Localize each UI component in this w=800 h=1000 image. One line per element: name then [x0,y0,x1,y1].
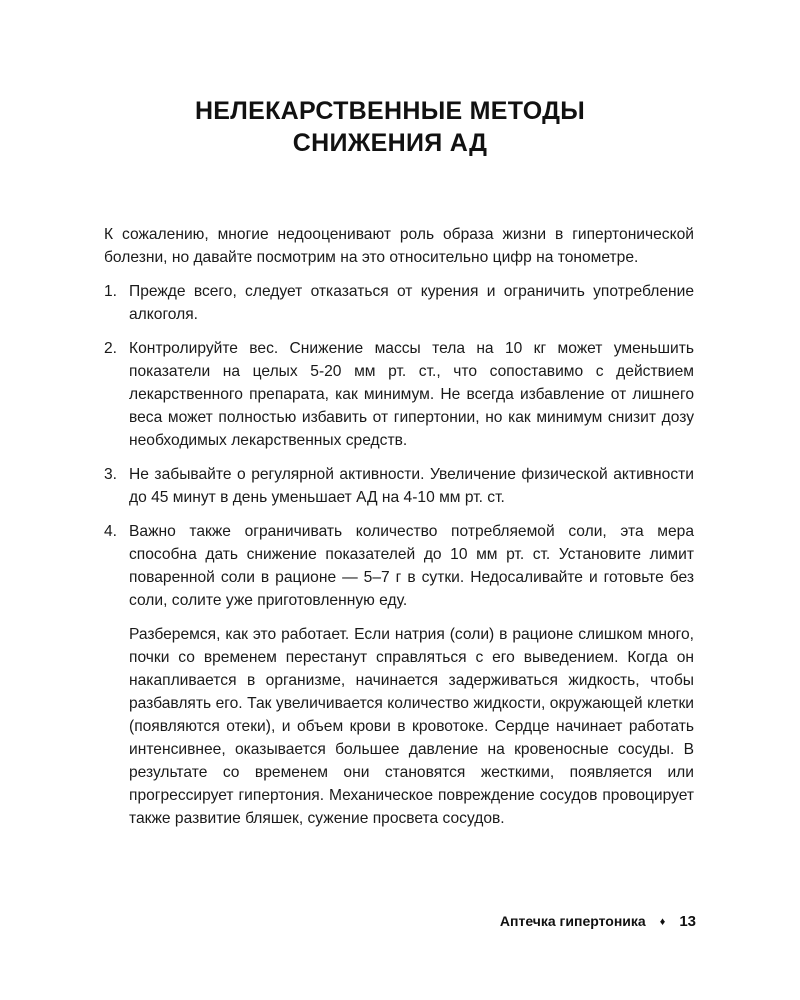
running-footer [500,913,696,930]
page-number: 13 [679,913,696,930]
list-item-number: 3. [104,466,118,483]
list-item [104,463,694,509]
chapter-title-line-2: СНИЖЕНИЯ АД [292,129,488,157]
body-text [104,223,694,830]
chapter-title-line-1: НЕЛЕКАРСТВЕННЫЕ МЕТОДЫ [194,97,586,125]
list-item-text: Прежде всего, следует отказаться от курения и ограничить употребление алкоголя. [129,283,694,323]
list-item [104,280,694,326]
chapter-title [0,95,780,159]
list-item-text: Важно также ограничивать количество потребляемой соли, эта мера способна дать снижение показателей до 10 мм рт. ст. Установите лимит поваренной соли в рационе — 5–7 г в сутки. Недосаливайте и готовьте без соли, солите уже приготовленную еду. [129,523,694,609]
list-item-number: 2. [104,340,118,357]
diamond-separator-icon: ♦ [659,916,666,928]
list-item [104,520,694,612]
list-item-number: 4. [104,523,118,540]
explanation-paragraph: Разберемся, как это работает. Если натрия (соли) в рационе слишком много, почки со временем перестанут справляться с его выведением. Когда он накапливается в организме, начинается задерживаться жидкость, чтобы разбавлять его. Так увеличивается количество жидкости, окружающей клетки (появляются отеки), и объем крови в кровотоке. Сердце начинает работать интенсивнее, оказывается большее давление на кровеносные сосуды. В результате со временем они становятся жесткими, появляется или прогрессирует гипертония. Механическое повреждение сосудов провоцирует также развитие бляшек, сужение просвета сосудов. [129,626,694,827]
list-item-text: Не забывайте о регулярной активности. Увеличение физической активности до 45 минут в день уменьшает АД на 4-10 мм рт. ст. [129,466,694,506]
list-item-text: Контролируйте вес. Снижение массы тела на 10 кг может уменьшить показатели на целых 5-20 мм рт. ст., что сопоставимо с действием лекарственного препарата, как минимум. Не всегда избавление от лишнего веса может полностью избавить от гипертонии, но как минимум снизит дозу необходимых лекарственных средств. [129,340,694,449]
intro-paragraph: К сожалению, многие недооценивают роль образа жизни в гипертонической болезни, но давайте посмотрим на это относительно цифр на тонометре. [104,226,694,266]
book-title: Аптечка гипертоника [499,913,646,929]
list-item-number: 1. [104,283,118,300]
list-item [104,337,694,452]
recommendations-list [104,280,694,612]
